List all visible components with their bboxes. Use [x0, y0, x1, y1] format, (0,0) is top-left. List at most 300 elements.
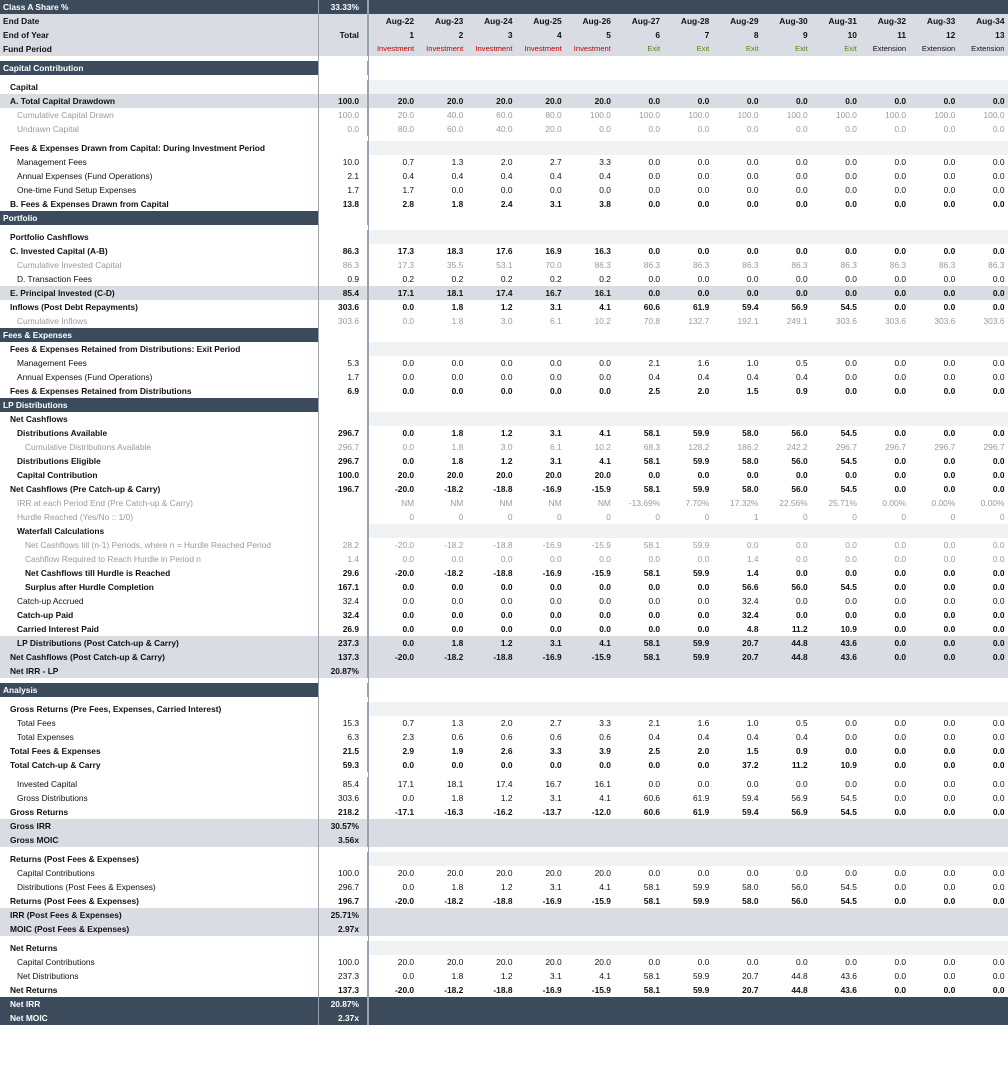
period-value-cell[interactable]: -18.8	[493, 896, 513, 906]
period-value-cell[interactable]: 56.9	[791, 793, 808, 803]
period-value-cell[interactable]: 0.0	[943, 610, 956, 620]
period-value-cell[interactable]: 2.7	[550, 718, 562, 728]
period-value-cell[interactable]: 0.0	[796, 540, 808, 550]
period-value-cell[interactable]: 0.4	[697, 372, 710, 382]
period-value-cell[interactable]: 0.0	[648, 554, 661, 564]
period-value-cell[interactable]: 0.0	[746, 540, 759, 550]
period-value-cell[interactable]: -18.8	[493, 484, 513, 494]
period-value-cell[interactable]: 1.2	[500, 302, 513, 312]
period-value-cell[interactable]: 86.3	[889, 260, 907, 270]
period-value-cell[interactable]: -15.9	[591, 540, 611, 550]
period-value-cell[interactable]: 100.0	[835, 110, 857, 120]
row-total[interactable]: 196.7	[318, 894, 368, 908]
period-value-cell[interactable]: 0.0	[697, 868, 710, 878]
period-value-cell[interactable]: 0.0	[943, 96, 956, 106]
period-value-cell[interactable]: 0.0	[550, 596, 562, 606]
period-value-cell[interactable]: 6.1	[550, 316, 562, 326]
period-value-cell[interactable]: 0.0	[599, 596, 611, 606]
period-value-cell[interactable]: 0.0	[845, 372, 857, 382]
period-value-cell[interactable]: 20.0	[594, 470, 611, 480]
period-value-cell[interactable]: 58.0	[742, 428, 759, 438]
period-value-cell[interactable]: 1.0	[746, 718, 759, 728]
period-value-cell[interactable]: 296.7	[885, 442, 907, 452]
period-value-cell[interactable]: 0.0	[943, 358, 956, 368]
period-value-cell[interactable]: 0.00%	[931, 498, 956, 508]
period-value-cell[interactable]: 20.7	[742, 971, 759, 981]
period-value-cell[interactable]: 0.0	[845, 96, 857, 106]
period-value-cell[interactable]: -18.8	[493, 652, 513, 662]
row-total[interactable]: 20.87%	[318, 997, 368, 1011]
row-total[interactable]	[318, 510, 368, 524]
period-value-cell[interactable]: 43.6	[840, 985, 857, 995]
period-value-cell[interactable]: 2.5	[648, 386, 661, 396]
period-value-cell[interactable]: 17.3	[397, 260, 415, 270]
period-value-cell[interactable]: 0.0	[894, 807, 907, 817]
period-value-cell[interactable]: 20.0	[496, 957, 513, 967]
row-total[interactable]: 26.9	[318, 622, 368, 636]
period-value-cell[interactable]: 1.8	[451, 302, 464, 312]
period-value-cell[interactable]: 303.6	[934, 316, 956, 326]
period-value-cell[interactable]: 0.0	[500, 596, 513, 606]
period-value-cell[interactable]: 56.6	[742, 582, 759, 592]
period-value-cell[interactable]: 58.0	[742, 484, 759, 494]
period-value-cell[interactable]: 43.6	[840, 638, 857, 648]
period-value-cell[interactable]: 0.0	[451, 358, 464, 368]
period-value-cell[interactable]: 0.0	[943, 746, 956, 756]
period-value-cell[interactable]: 100.0	[589, 110, 611, 120]
period-value-cell[interactable]: 2.7	[550, 157, 562, 167]
period-value-cell[interactable]: 0.0	[451, 185, 464, 195]
period-value-cell[interactable]: -15.9	[591, 985, 611, 995]
row-total[interactable]	[318, 524, 368, 538]
period-value-cell[interactable]: 2.4	[500, 199, 513, 209]
period-value-cell[interactable]: 0.0	[697, 470, 710, 480]
period-value-cell[interactable]: 0.0	[796, 288, 808, 298]
period-value-cell[interactable]: 100.0	[639, 110, 661, 120]
period-value-cell[interactable]: 0.0	[943, 807, 956, 817]
period-value-cell[interactable]: 0.0	[796, 568, 808, 578]
period-value-cell[interactable]: 0	[803, 512, 808, 522]
period-value-cell[interactable]: 2.5	[648, 746, 661, 756]
period-value-cell[interactable]: 1.3	[451, 157, 464, 167]
period-value-cell[interactable]: 100.0	[786, 110, 808, 120]
period-value-cell[interactable]: 58.1	[643, 896, 661, 906]
period-value-cell[interactable]: 0.0	[992, 624, 1005, 634]
period-value-cell[interactable]: 0.0	[992, 882, 1005, 892]
period-value-cell[interactable]: 0.0	[894, 896, 907, 906]
row-total[interactable]: 15.3	[318, 716, 368, 730]
row-total[interactable]: 296.7	[318, 880, 368, 894]
period-value-cell[interactable]: 303.6	[835, 316, 857, 326]
period-value-cell[interactable]: 249.1	[786, 316, 808, 326]
period-value-cell[interactable]: -15.9	[591, 568, 611, 578]
period-value-cell[interactable]: 0.0	[943, 652, 956, 662]
period-value-cell[interactable]: 1.8	[451, 971, 464, 981]
period-value-cell[interactable]: 0.0	[992, 985, 1005, 995]
period-value-cell[interactable]: 59.4	[742, 302, 759, 312]
period-value-cell[interactable]: 0.0	[894, 718, 907, 728]
period-value-cell[interactable]: 86.3	[742, 260, 759, 270]
row-total[interactable]: 196.7	[318, 482, 368, 496]
period-value-cell[interactable]: 0.0	[845, 386, 857, 396]
period-value-cell[interactable]: 0.4	[746, 732, 759, 742]
period-value-cell[interactable]: 0.0	[746, 96, 759, 106]
period-value-cell[interactable]: 0.0	[648, 185, 661, 195]
period-value-cell[interactable]: 0.0	[943, 882, 956, 892]
period-value-cell[interactable]: 0.0	[402, 793, 415, 803]
row-total[interactable]	[318, 141, 368, 155]
period-value-cell[interactable]: 0.0	[746, 470, 759, 480]
period-value-cell[interactable]: 1.8	[451, 428, 464, 438]
period-value-cell[interactable]: 0	[557, 512, 562, 522]
period-value-cell[interactable]: 0.0	[894, 456, 907, 466]
period-value-cell[interactable]: 0.0	[894, 732, 907, 742]
period-value-cell[interactable]: 0.0	[943, 157, 956, 167]
period-value-cell[interactable]: 44.8	[791, 985, 808, 995]
period-value-cell[interactable]: 1.2	[500, 882, 513, 892]
period-value-cell[interactable]: 20.0	[397, 470, 415, 480]
period-value-cell[interactable]: 20.0	[594, 957, 611, 967]
period-value-cell[interactable]: 58.1	[643, 985, 661, 995]
period-value-cell[interactable]: 58.1	[643, 484, 661, 494]
period-value-cell[interactable]: 0.0	[894, 428, 907, 438]
period-value-cell[interactable]: 0.0	[746, 288, 759, 298]
period-value-cell[interactable]: 56.0	[791, 582, 808, 592]
period-value-cell[interactable]: -16.2	[493, 807, 513, 817]
period-value-cell[interactable]: 0.0	[992, 302, 1005, 312]
period-value-cell[interactable]: 1.3	[451, 718, 464, 728]
period-value-cell[interactable]: 0	[852, 512, 857, 522]
row-total[interactable]: 85.4	[318, 777, 368, 791]
row-total[interactable]: 137.3	[318, 650, 368, 664]
period-value-cell[interactable]: 0.0	[648, 199, 661, 209]
period-value-cell[interactable]: 0.0	[697, 171, 710, 181]
period-value-cell[interactable]: 0.0	[992, 868, 1005, 878]
period-value-cell[interactable]: 0.0	[894, 957, 907, 967]
period-value-cell[interactable]: -16.3	[444, 807, 464, 817]
period-value-cell[interactable]: -13.69%	[628, 498, 661, 508]
period-value-cell[interactable]: 0.4	[599, 171, 611, 181]
period-value-cell[interactable]: 0.0	[796, 157, 808, 167]
row-total[interactable]: 29.6	[318, 566, 368, 580]
period-value-cell[interactable]: 0.0	[845, 957, 857, 967]
period-value-cell[interactable]: 0.00%	[980, 498, 1005, 508]
period-value-cell[interactable]: 100.0	[934, 110, 956, 120]
period-value-cell[interactable]: 80.0	[397, 124, 415, 134]
period-value-cell[interactable]: 0.0	[599, 582, 611, 592]
period-value-cell[interactable]: 0.2	[451, 274, 464, 284]
period-value-cell[interactable]: 0.0	[943, 456, 956, 466]
period-value-cell[interactable]: 10.9	[840, 624, 857, 634]
period-value-cell[interactable]: 54.5	[840, 896, 857, 906]
period-value-cell[interactable]: 58.0	[742, 456, 759, 466]
period-value-cell[interactable]: 0.0	[845, 779, 857, 789]
period-value-cell[interactable]: 0.2	[402, 274, 415, 284]
row-total[interactable]: 167.1	[318, 580, 368, 594]
period-value-cell[interactable]: 7.70%	[685, 498, 710, 508]
period-value-cell[interactable]: 128.2	[688, 442, 710, 452]
period-value-cell[interactable]: 1.5	[746, 386, 759, 396]
period-value-cell[interactable]: 20.0	[545, 96, 562, 106]
period-value-cell[interactable]: 1.2	[500, 456, 513, 466]
row-total[interactable]: 303.6	[318, 314, 368, 328]
row-total[interactable]	[318, 42, 368, 56]
period-value-cell[interactable]: 3.9	[599, 746, 611, 756]
period-value-cell[interactable]: 0.0	[402, 386, 415, 396]
period-value-cell[interactable]: 1.0	[746, 358, 759, 368]
period-value-cell[interactable]: 0.0	[697, 288, 710, 298]
period-value-cell[interactable]: 0.0	[943, 540, 956, 550]
period-value-cell[interactable]: 3.1	[550, 638, 562, 648]
period-value-cell[interactable]: 0.0	[845, 610, 857, 620]
period-value-cell[interactable]: 0.0	[943, 171, 956, 181]
period-value-cell[interactable]: 0.0	[648, 96, 661, 106]
period-value-cell[interactable]: 0.0	[402, 624, 415, 634]
period-value-cell[interactable]: 0.0	[943, 582, 956, 592]
period-value-cell[interactable]: 0.4	[550, 171, 562, 181]
period-value-cell[interactable]: 0.0	[992, 171, 1005, 181]
period-value-cell[interactable]: 0.2	[599, 274, 611, 284]
period-value-cell[interactable]: 20.0	[594, 868, 611, 878]
period-value-cell[interactable]: 0.0	[451, 610, 464, 620]
period-value-cell[interactable]: 0.0	[894, 386, 907, 396]
period-value-cell[interactable]: 20.0	[545, 957, 562, 967]
period-value-cell[interactable]: 0.0	[796, 185, 808, 195]
period-value-cell[interactable]: 1.8	[451, 456, 464, 466]
period-value-cell[interactable]: 16.1	[594, 779, 611, 789]
period-value-cell[interactable]: 54.5	[840, 456, 857, 466]
period-value-cell[interactable]: 58.1	[643, 540, 661, 550]
period-value-cell[interactable]: 4.8	[746, 624, 759, 634]
period-value-cell[interactable]: 0.4	[746, 372, 759, 382]
period-value-cell[interactable]: 0.0	[943, 124, 956, 134]
period-value-cell[interactable]: 4.1	[599, 971, 611, 981]
row-total[interactable]: 296.7	[318, 454, 368, 468]
period-value-cell[interactable]: -18.2	[444, 985, 464, 995]
period-value-cell[interactable]: 2.8	[402, 199, 415, 209]
row-total[interactable]: 100.0	[318, 468, 368, 482]
period-value-cell[interactable]: 100.0	[983, 110, 1005, 120]
period-value-cell[interactable]: -12.0	[591, 807, 611, 817]
period-value-cell[interactable]: 1.6	[697, 718, 710, 728]
period-value-cell[interactable]: 3.1	[550, 302, 562, 312]
period-value-cell[interactable]: 20.7	[742, 652, 759, 662]
period-value-cell[interactable]: 43.6	[840, 971, 857, 981]
period-value-cell[interactable]: 0.0	[697, 185, 710, 195]
period-value-cell[interactable]: 0.0	[697, 96, 710, 106]
row-total[interactable]: 1.7	[318, 370, 368, 384]
period-value-cell[interactable]: 0.0	[845, 718, 857, 728]
period-value-cell[interactable]: 58.1	[643, 971, 661, 981]
period-value-cell[interactable]: -18.2	[444, 540, 464, 550]
period-value-cell[interactable]: 0.0	[845, 185, 857, 195]
row-total[interactable]: 0.0	[318, 122, 368, 136]
row-total[interactable]: 21.5	[318, 744, 368, 758]
row-total[interactable]	[318, 496, 368, 510]
period-value-cell[interactable]: 0.0	[648, 157, 661, 167]
period-value-cell[interactable]: 10.2	[594, 442, 611, 452]
period-value-cell[interactable]: 0.0	[845, 470, 857, 480]
period-value-cell[interactable]: 17.1	[397, 779, 415, 789]
period-value-cell[interactable]: 0.0	[500, 624, 513, 634]
period-value-cell[interactable]: 0.0	[402, 316, 415, 326]
period-value-cell[interactable]: 0.0	[796, 246, 808, 256]
period-value-cell[interactable]: 0.0	[648, 779, 661, 789]
period-value-cell[interactable]: 0.0	[845, 124, 857, 134]
period-value-cell[interactable]: 0.0	[746, 274, 759, 284]
period-value-cell[interactable]: 0.0	[894, 246, 907, 256]
period-value-cell[interactable]: 1.9	[451, 746, 464, 756]
period-value-cell[interactable]: 0.0	[943, 484, 956, 494]
period-value-cell[interactable]: 17.4	[496, 779, 513, 789]
period-value-cell[interactable]: 0.0	[992, 554, 1005, 564]
period-value-cell[interactable]: 0.0	[992, 971, 1005, 981]
period-value-cell[interactable]: 35.5	[446, 260, 464, 270]
row-total[interactable]: Total	[318, 28, 368, 42]
period-value-cell[interactable]: 58.1	[643, 568, 661, 578]
period-value-cell[interactable]: 20.0	[446, 96, 464, 106]
period-value-cell[interactable]: 0.0	[550, 386, 562, 396]
period-value-cell[interactable]: 0.4	[697, 732, 710, 742]
period-value-cell[interactable]: 100.0	[737, 110, 759, 120]
period-value-cell[interactable]: 303.6	[983, 316, 1005, 326]
period-value-cell[interactable]: 1.8	[451, 882, 464, 892]
period-value-cell[interactable]: 0.0	[648, 171, 661, 181]
period-value-cell[interactable]: 0.00%	[882, 498, 907, 508]
period-value-cell[interactable]: 3.1	[550, 882, 562, 892]
row-total[interactable]	[318, 941, 368, 955]
period-value-cell[interactable]: 0.0	[992, 896, 1005, 906]
period-value-cell[interactable]: 0.0	[894, 582, 907, 592]
period-value-cell[interactable]: 0.0	[451, 372, 464, 382]
period-value-cell[interactable]: 0.0	[943, 779, 956, 789]
period-value-cell[interactable]: 20.0	[397, 957, 415, 967]
period-value-cell[interactable]: 59.9	[692, 638, 710, 648]
period-value-cell[interactable]: 0.0	[894, 484, 907, 494]
row-total[interactable]: 33.33%	[318, 0, 368, 14]
period-value-cell[interactable]: 0.0	[599, 760, 611, 770]
period-value-cell[interactable]: 296.7	[934, 442, 956, 452]
period-value-cell[interactable]: 0.0	[402, 372, 415, 382]
period-value-cell[interactable]: 44.8	[791, 652, 808, 662]
period-value-cell[interactable]: 0.0	[599, 554, 611, 564]
row-total[interactable]: 10.0	[318, 155, 368, 169]
period-value-cell[interactable]: -16.9	[542, 985, 562, 995]
period-value-cell[interactable]: 0.4	[648, 732, 661, 742]
period-value-cell[interactable]: 0.0	[648, 610, 661, 620]
row-total[interactable]: 20.87%	[318, 664, 368, 678]
period-value-cell[interactable]: 60.0	[446, 124, 464, 134]
period-value-cell[interactable]: 59.9	[692, 484, 710, 494]
period-value-cell[interactable]: 4.1	[599, 456, 611, 466]
row-total[interactable]: 0.9	[318, 272, 368, 286]
period-value-cell[interactable]: 53.1	[496, 260, 513, 270]
period-value-cell[interactable]: 2.0	[500, 718, 513, 728]
period-value-cell[interactable]: 56.9	[791, 302, 808, 312]
period-value-cell[interactable]: -20.0	[395, 568, 415, 578]
period-value-cell[interactable]: 0.0	[746, 779, 759, 789]
period-value-cell[interactable]: 4.1	[599, 302, 611, 312]
period-value-cell[interactable]: 0.0	[894, 470, 907, 480]
period-value-cell[interactable]: 0.6	[451, 732, 464, 742]
period-value-cell[interactable]: 0.0	[943, 957, 956, 967]
period-value-cell[interactable]: 0.0	[894, 596, 907, 606]
row-total[interactable]: 237.3	[318, 969, 368, 983]
period-value-cell[interactable]: 0.0	[796, 596, 808, 606]
period-value-cell[interactable]: 3.1	[550, 199, 562, 209]
period-value-cell[interactable]: -15.9	[591, 484, 611, 494]
period-value-cell[interactable]: 20.0	[545, 470, 562, 480]
period-value-cell[interactable]: 0.0	[943, 971, 956, 981]
period-value-cell[interactable]: 0.0	[648, 596, 661, 606]
period-value-cell[interactable]: 86.3	[840, 260, 857, 270]
period-value-cell[interactable]: 0.0	[943, 199, 956, 209]
period-value-cell[interactable]: 0.0	[845, 358, 857, 368]
period-value-cell[interactable]: 0.0	[648, 957, 661, 967]
period-value-cell[interactable]: 0.0	[943, 246, 956, 256]
period-value-cell[interactable]: 0.0	[648, 470, 661, 480]
period-value-cell[interactable]: 0.0	[992, 610, 1005, 620]
period-value-cell[interactable]: 2.0	[697, 746, 710, 756]
period-value-cell[interactable]: 0.0	[402, 554, 415, 564]
row-total[interactable]: 1.4	[318, 552, 368, 566]
period-value-cell[interactable]: 0.0	[992, 124, 1005, 134]
period-value-cell[interactable]: -18.2	[444, 568, 464, 578]
period-value-cell[interactable]: 0.0	[648, 624, 661, 634]
period-value-cell[interactable]: 0	[950, 512, 956, 522]
period-value-cell[interactable]: 296.7	[835, 442, 857, 452]
period-value-cell[interactable]: 0.0	[402, 638, 415, 648]
period-value-cell[interactable]: 0.6	[550, 732, 562, 742]
period-value-cell[interactable]: 296.7	[983, 442, 1005, 452]
period-value-cell[interactable]: 0.4	[796, 732, 808, 742]
period-value-cell[interactable]: 17.4	[496, 288, 513, 298]
period-value-cell[interactable]: 0.0	[992, 470, 1005, 480]
period-value-cell[interactable]: 20.0	[397, 110, 415, 120]
period-value-cell[interactable]: -13.7	[542, 807, 562, 817]
period-value-cell[interactable]: 18.1	[446, 288, 464, 298]
period-value-cell[interactable]: 56.0	[791, 896, 808, 906]
period-value-cell[interactable]: -20.0	[395, 652, 415, 662]
period-value-cell[interactable]: 0.0	[845, 540, 857, 550]
period-value-cell[interactable]: 0.0	[500, 582, 513, 592]
period-value-cell[interactable]: 0.0	[894, 96, 907, 106]
period-value-cell[interactable]: 0.0	[845, 732, 857, 742]
period-value-cell[interactable]: 0.0	[894, 568, 907, 578]
period-value-cell[interactable]: 0.0	[451, 624, 464, 634]
row-total[interactable]: 218.2	[318, 805, 368, 819]
period-value-cell[interactable]: 54.5	[840, 582, 857, 592]
period-value-cell[interactable]: 32.4	[742, 610, 759, 620]
period-value-cell[interactable]: 0.0	[402, 760, 415, 770]
period-value-cell[interactable]: 0.0	[992, 718, 1005, 728]
period-value-cell[interactable]: -18.2	[444, 652, 464, 662]
period-value-cell[interactable]: 0.0	[992, 732, 1005, 742]
period-value-cell[interactable]: 1.2	[500, 971, 513, 981]
period-value-cell[interactable]: 0.0	[697, 274, 710, 284]
period-value-cell[interactable]: 1.4	[746, 554, 759, 564]
period-value-cell[interactable]: 0.0	[943, 470, 956, 480]
period-value-cell[interactable]: 0.0	[500, 358, 513, 368]
row-total[interactable]: 296.7	[318, 426, 368, 440]
row-total[interactable]: 2.1	[318, 169, 368, 183]
period-value-cell[interactable]: 86.3	[692, 260, 710, 270]
period-value-cell[interactable]: 22.56%	[779, 498, 808, 508]
period-value-cell[interactable]: 0.0	[894, 358, 907, 368]
period-value-cell[interactable]: -20.0	[395, 484, 415, 494]
row-total[interactable]: 2.37x	[318, 1011, 368, 1025]
period-value-cell[interactable]: 0.0	[992, 746, 1005, 756]
